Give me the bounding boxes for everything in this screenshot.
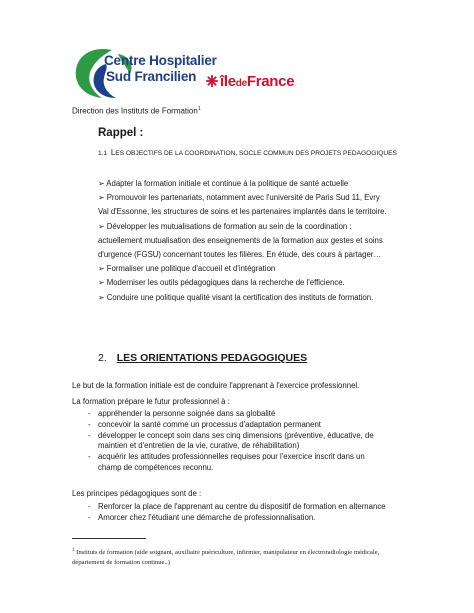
logo-title-line2: Sud Francilien: [106, 69, 197, 84]
list-item: - concevoir la santé comme un processus d'adaptation permanent: [88, 419, 321, 429]
objective-item: ➢ Promouvoir les partenariats, notamment avec l'université de Paris Sud 11, Evry Val d'Essonne, les structures de soins et les partenaires implantés dans le territoire.: [98, 193, 387, 217]
list-item: - acquérir les attitudes professionnelles requises pour l'exercice inscrit dans un champ de compétences reconnu.: [88, 452, 365, 472]
list-item: - Amorcer chez l'étudiant une démarche de professionnalisation.: [88, 512, 316, 522]
direction-label: Direction des Instituts de Formation$^1$: [72, 106, 201, 116]
objectives-list: [98, 177, 388, 305]
principes-list: [88, 502, 388, 524]
list-item: - Renforcer la place de l'apprenant au centre du dispositif de formation en alternance: [88, 502, 386, 511]
footnote-separator: [72, 538, 146, 539]
section-1-1-heading: 1.1 LES OBJECTIFS DE LA COORDINATION, SOCLE COMMUN DES PROJETS PEDAGOGIQUES: [98, 148, 397, 157]
objective-item: ➢ Développer les mutualisations de formation au sein de la coordination : actuellement mutualisation des enseignements de la formation aux gestes et soins d'urgence (FGSU) concernant toutes les filières. En étude, des cours à partager…: [98, 221, 383, 260]
logo-title-line1: Centre Hospitalier: [104, 53, 217, 68]
list-item: - développer le concept soin dans ses cinq dimensions (préventive, éducative, de maintien et d'entretien de la vie, curative, de réhabilitation): [88, 430, 374, 451]
iledefrance-logo: [206, 73, 294, 90]
idf-france: France: [246, 73, 295, 90]
rappel-heading: Rappel :: [98, 127, 144, 139]
prepare-paragraph: La formation prépare le futur professionnel à :: [72, 397, 230, 406]
objective-item: ➢ Conduire une politique qualité visant la certification des instituts de formation.: [98, 292, 374, 302]
direction-footnote-ref: 1: [197, 106, 201, 112]
star-icon: [206, 75, 218, 87]
objective-item: ➢ Adapter la formation initiale et continue à la politique de santé actuelle: [98, 179, 349, 188]
competences-list: [88, 409, 388, 474]
list-item: - appréhender la personne soignée dans sa globalité: [88, 409, 276, 418]
idf-ile: île: [220, 73, 236, 90]
principes-paragraph: Les principes pédagogiques sont de :: [72, 489, 202, 498]
idf-de: de: [235, 78, 247, 89]
objective-item: ➢ Formaliser une politique d'accueil et d'intégration: [98, 264, 276, 274]
footnote: $^1$ Instituts de formation (aide soignant, auxiliaire puériculture, infirmier, manipulateur en électroradiologie médicale, département de formation continue..): [72, 548, 380, 566]
objective-item: ➢ Moderniser les outils pédagogiques dans la recherche de l'efficience.: [98, 278, 345, 288]
section-2-heading: 2. LES ORIENTATIONS PEDAGOGIQUES: [98, 352, 308, 364]
intro-paragraph: Le but de la formation initiale est de conduire l'apprenant à l'exercice professionnel.: [72, 381, 360, 390]
